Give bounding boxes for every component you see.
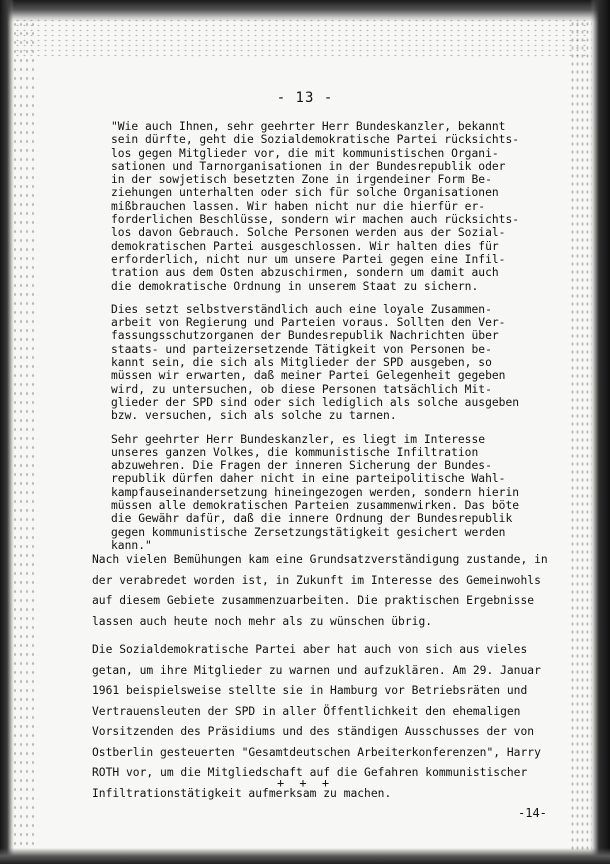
scan-noise-top <box>14 18 590 58</box>
scan-noise-left <box>12 20 38 850</box>
scan-edge-right <box>590 0 610 864</box>
section-separator: + + + <box>276 776 334 790</box>
body-paragraph: Die Sozialdemokratische Partei aber hat auch von sich aus vieles getan, um ihre Mitglieder zu warnen und aufzuklären. Am 29. Januar 1961 beispielsweise stellte sie in Hamburg vor Betriebsräten und Vertrauensleuten der SPD in aller Öffentlichkeit den ehemaligen Vorsitzenden des Präsidiums und des ständigen Ausschusses der von Ostberlin gesteuerten "Gesamtdeutschen Arbeiterkonferenzen", Harry ROTH vor, um die Mitgliedschaft auf die Gefahren kommunistischer Infiltrationstätigkeit aufmerksam zu machen. <box>92 643 541 800</box>
quote-paragraph: "Wie auch Ihnen, sehr geehrter Herr Bundeskanzler, bekannt sein dürfte, geht die Sozialdemokratische Partei rücksichts- los gegen Mitglieder vor, die mit kommunistischen Organi- sationen und Tarnorganisationen in der Bundesrepublik oder in der sowjetisch besetzten Zone in irgendeiner Form Be- ziehungen unterhalten oder sich für solche Organisationen mißbrauchen lassen. Wir haben nicht nur die hierfür er- forderlichen Beschlüsse, sondern wir machen auch rücksichts- los davon Gebrauch. Solche Personen werden aus der Sozial- demokratischen Partei ausgeschlossen. Wir halten dies für erforderlich, nicht nur um unsere Partei gegen eine Infil- tration aus dem Osten abzuschirmen, sondern um damit auch die demokratische Ordnung in unserem Staat zu sichern. <box>111 120 520 293</box>
quote-paragraph: Sehr geehrter Herr Bundeskanzler, es liegt im Interesse unseres ganzen Volkes, die kommunistische Infiltration abzuwehren. Die Fragen der inneren Sicherung der Bundes- republik dürfen daher nicht in eine parteipolitische Wahl- kampfauseinandersetzung hineingezogen werden, sondern hierin müssen alle demokratischen Parteien zusammenwirken. Das böte die Gewähr dafür, daß die innere Ordnung der Bundesrepublik gegen kommunistische Zersetzungstätigkeit gesichert werden kann." <box>111 432 520 552</box>
body-paragraph: Nach vielen Bemühungen kam eine Grundsatzverständigung zustande, in der verabredet worden ist, in Zukunft im Interesse des Gemeinwohls auf diesem Gebiete zusammenzuarbeiten. Die praktischen Ergebnisse lassen auch heute noch mehr als zu wünschen übrig. <box>92 553 548 628</box>
body-text <box>92 550 562 812</box>
page-number: - 13 - <box>276 90 334 106</box>
quoted-letter <box>111 120 536 562</box>
scan-edge-bottom <box>0 848 610 864</box>
next-page-marker: -14- <box>518 806 547 820</box>
scan-noise-right <box>570 20 592 850</box>
quote-paragraph: Dies setzt selbstverständlich auch eine loyale Zusammen- arbeit von Regierung und Parteien voraus. Sollten den Ver- fassungsschutzorganen der Bundesrepublik Nachrichten über staats- und parteizersetzende Tätigkeit von Personen be- kannt sein, die sich als Mitglieder der SPD ausgeben, so müssen wir erwarten, daß meiner Partei Gelegenheit gegeben wird, zu untersuchen, ob diese Personen tatsächlich Mit- glieder der SPD sind oder sich lediglich als solche ausgeben bzw. versuchen, sich als solche zu tarnen. <box>111 302 520 423</box>
